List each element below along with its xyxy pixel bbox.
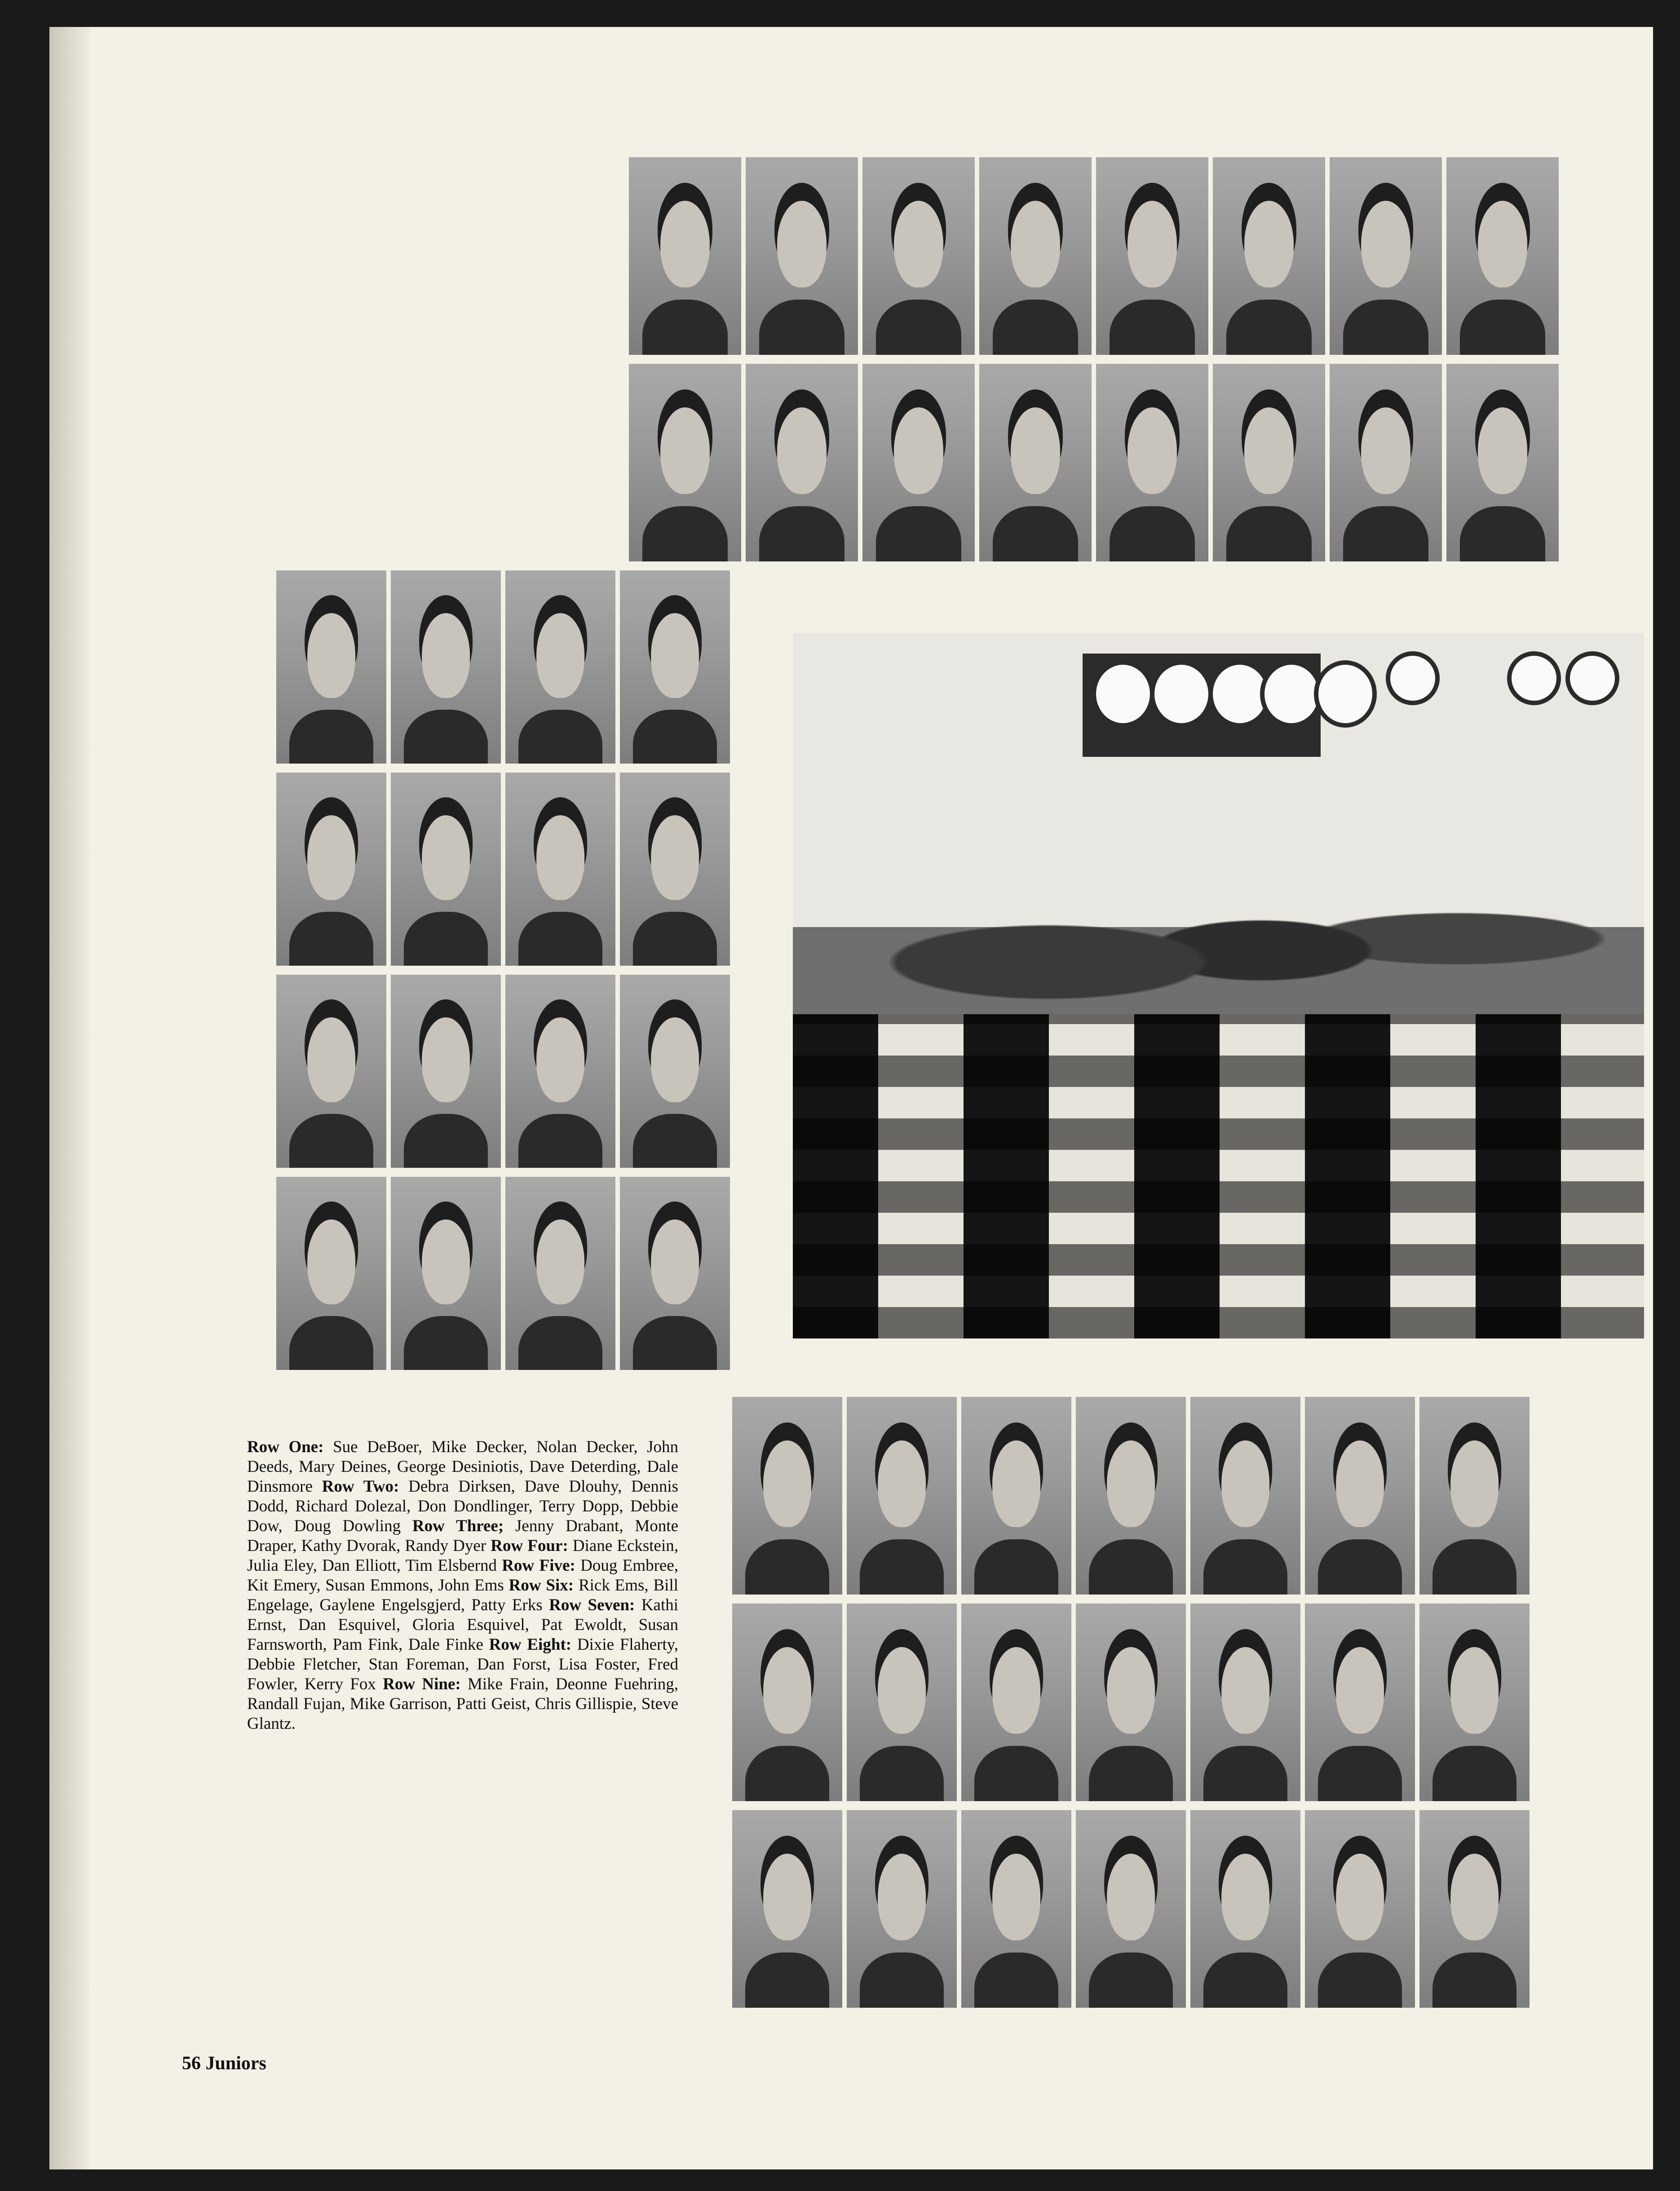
portrait-photo: [1305, 1397, 1415, 1595]
portrait-grid-rows-three-to-six: [276, 570, 730, 1370]
checkered-floor: [793, 1014, 1644, 1338]
portrait-photo: [862, 157, 975, 355]
portrait-photo: [391, 1177, 501, 1370]
portrait-photo: [1446, 364, 1559, 561]
portrait-photo: [1096, 364, 1208, 561]
portrait-photo: [505, 773, 615, 966]
portrait-photo: [1076, 1603, 1186, 1801]
portrait-photo: [276, 975, 386, 1168]
portrait-photo: [276, 773, 386, 966]
portrait-photo: [505, 570, 615, 764]
portrait-photo: [961, 1397, 1071, 1595]
page-binding-edge: [49, 27, 90, 2169]
row-label: Row Three;: [412, 1517, 504, 1535]
portrait-photo: [1213, 157, 1325, 355]
portrait-photo: [979, 157, 1092, 355]
portrait-photo: [1419, 1397, 1530, 1595]
portrait-photo: [1419, 1603, 1530, 1801]
portrait-photo: [847, 1397, 957, 1595]
row-names: Doug Embree, Kit Emery, Susan Emmons, John Ems: [247, 1556, 679, 1595]
row-label: Row Seven:: [549, 1596, 635, 1614]
row-names: Sue DeBoer, Mike Decker, Nolan Decker, John Deeds, Mary Deines, George Desiniotis, Dave Deterding, Dale Dinsmore: [247, 1438, 678, 1496]
portrait-photo: [862, 364, 975, 561]
row-label: Row Eight:: [489, 1635, 572, 1654]
clock-icon: [1565, 651, 1619, 705]
portrait-photo: [1096, 157, 1208, 355]
row-label: Row One:: [247, 1438, 324, 1456]
page-folio: 56 Juniors: [182, 2053, 266, 2074]
portrait-photo: [505, 1177, 615, 1370]
portrait-name-caption: [247, 1437, 678, 1734]
portrait-photo: [847, 1810, 957, 2008]
row-names: Dixie Flaherty, Debbie Fletcher, Stan Foreman, Dan Forst, Lisa Foster, Fred Fowler, Kerry Fox: [247, 1635, 679, 1693]
portrait-photo: [391, 570, 501, 764]
row-names: Diane Eckstein, Julia Eley, Dan Elliott, Tim Elsbernd: [247, 1537, 679, 1575]
clock-icon: [1092, 660, 1154, 728]
portrait-photo: [847, 1603, 957, 1801]
portrait-photo: [620, 975, 730, 1168]
portrait-photo: [391, 773, 501, 966]
row-names: Mike Frain, Deonne Fuehring, Randall Fujan, Mike Garrison, Patti Geist, Chris Gillispie, Steve Glantz.: [247, 1675, 679, 1733]
row-names: Debra Dirksen, Dave Dlouhy, Dennis Dodd, Richard Dolezal, Don Dondlinger, Terry Dopp, Debbie Dow, Doug Dowling: [247, 1477, 678, 1535]
portrait-photo: [629, 364, 741, 561]
clock-icon: [1150, 660, 1213, 728]
portrait-photo: [1190, 1397, 1300, 1595]
portrait-photo: [391, 975, 501, 1168]
portrait-photo: [620, 1177, 730, 1370]
portrait-photo: [1190, 1810, 1300, 2008]
portrait-photo: [961, 1603, 1071, 1801]
row-label: Row Four:: [491, 1537, 568, 1555]
portrait-photo: [746, 364, 858, 561]
portrait-photo: [276, 570, 386, 764]
portrait-photo: [1419, 1810, 1530, 2008]
row-names: Rick Ems, Bill Engelage, Gaylene Engelsgjerd, Patty Erks: [247, 1576, 679, 1614]
clock-icon: [1507, 651, 1561, 705]
row-label: Row Two:: [322, 1477, 399, 1496]
portrait-photo: [1305, 1810, 1415, 2008]
portrait-photo: [1076, 1397, 1186, 1595]
row-label: Row Five:: [502, 1556, 575, 1575]
portrait-grid-rows-one-two: [629, 157, 1559, 561]
portrait-photo: [732, 1810, 842, 2008]
portrait-photo: [1446, 157, 1559, 355]
portrait-photo: [505, 975, 615, 1168]
portrait-photo: [979, 364, 1092, 561]
portrait-photo: [620, 570, 730, 764]
portrait-photo: [746, 157, 858, 355]
portrait-photo: [961, 1810, 1071, 2008]
portrait-photo: [1330, 364, 1442, 561]
portrait-photo: [620, 773, 730, 966]
portrait-photo: [1076, 1810, 1186, 2008]
row-label: Row Nine:: [383, 1675, 461, 1693]
clock-icon: [1260, 660, 1323, 728]
portrait-photo: [1330, 157, 1442, 355]
portrait-photo: [732, 1603, 842, 1801]
portrait-grid-rows-seven-to-nine: [732, 1397, 1530, 2008]
clock-icon: [1386, 651, 1440, 705]
clock-icon: [1314, 660, 1377, 728]
row-names: Jenny Drabant, Monte Draper, Kathy Dvorak, Randy Dyer: [247, 1517, 678, 1555]
portrait-photo: [1213, 364, 1325, 561]
portrait-photo: [732, 1397, 842, 1595]
row-label: Row Six:: [508, 1576, 574, 1595]
portrait-photo: [1305, 1603, 1415, 1801]
cafeteria-candid-photo: [793, 633, 1644, 1338]
portrait-photo: [629, 157, 741, 355]
portrait-photo: [1190, 1603, 1300, 1801]
portrait-photo: [276, 1177, 386, 1370]
row-names: Kathi Ernst, Dan Esquivel, Gloria Esquivel, Pat Ewoldt, Susan Farnsworth, Pam Fink, Dale Finke: [247, 1596, 679, 1654]
